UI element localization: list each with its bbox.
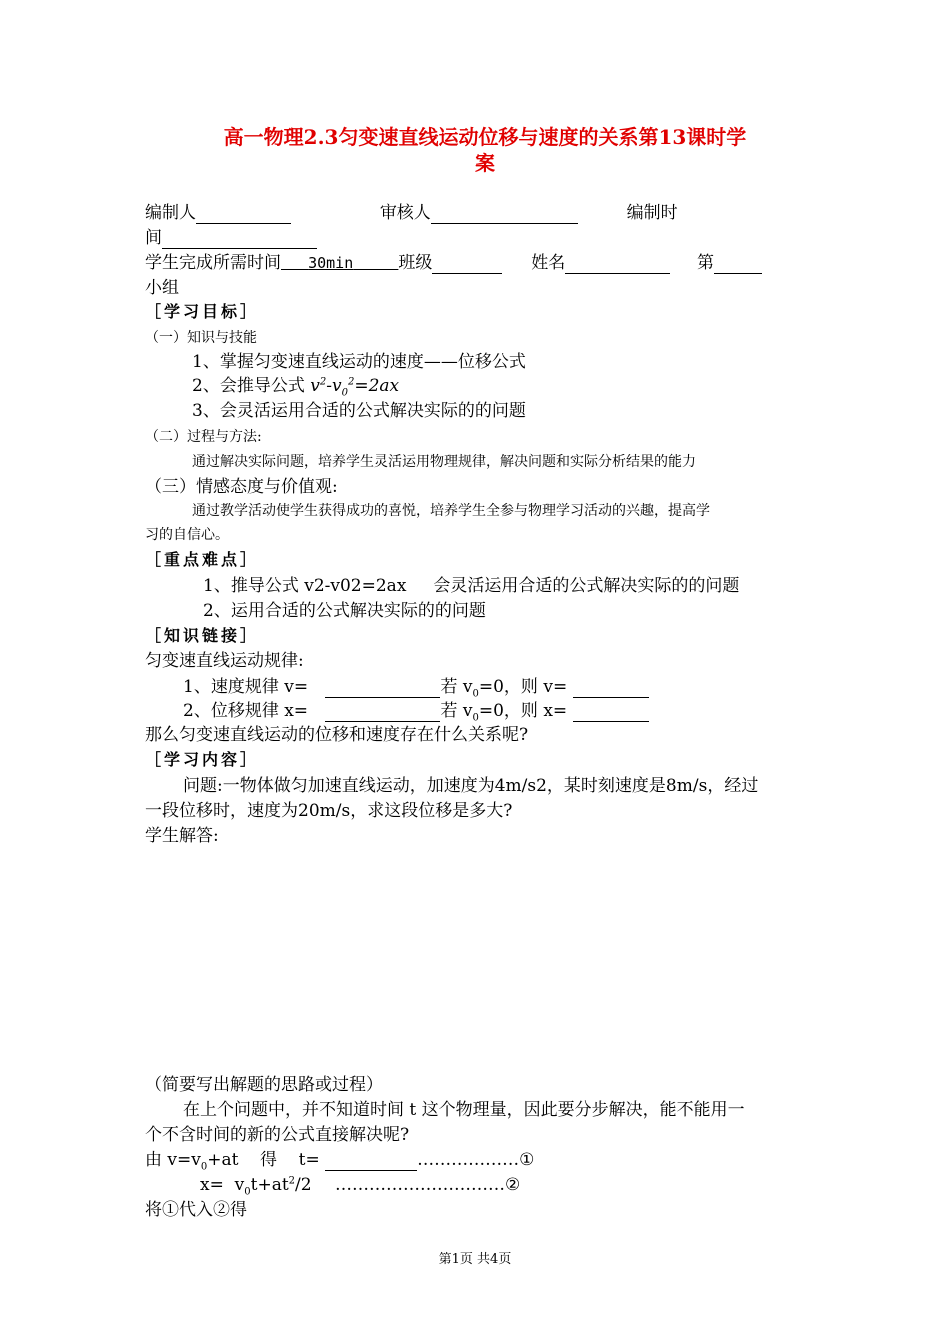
goal-item-3: 3、会灵活运用合适的公式解决实际的的问题 xyxy=(192,401,526,421)
duration-value: 30min xyxy=(308,254,354,272)
class-label: 班级 xyxy=(398,253,433,273)
header-row-1 xyxy=(145,202,678,224)
eq2-dots: …………………………② xyxy=(335,1175,521,1195)
eq1-blank[interactable] xyxy=(325,1152,417,1171)
key-point-1: 1、推导公式 v2-v02=2ax 会灵活运用合适的公式解决实际的的问题 xyxy=(203,576,740,596)
compile-time-blank[interactable] xyxy=(162,230,317,249)
if-v0-label-2: 若 v xyxy=(440,701,473,721)
content-heading: ［学习内容］ xyxy=(145,750,260,769)
eq2-mid: t+at xyxy=(250,1175,289,1195)
key-points-heading: ［重点难点］ xyxy=(145,550,260,569)
document-title-line-2: 案 xyxy=(475,151,495,175)
goal-item-2-text: 2、会推导公式 xyxy=(192,376,305,396)
group-label: 第 xyxy=(697,253,715,273)
class-blank[interactable] xyxy=(432,255,502,274)
knowledge-intro: 匀变速直线运动规律: xyxy=(145,651,304,671)
process-text: 通过解决实际问题，培养学生灵活运用物理规律，解决问题和实际分析结果的能力 xyxy=(192,454,696,470)
goals-heading: ［学习目标］ xyxy=(145,302,260,321)
emotion-text-1: 通过教学活动使学生获得成功的喜悦，培养学生全参与物理学习活动的兴趣，提高学 xyxy=(192,503,710,519)
then-x-label: =0，则 x= xyxy=(478,701,568,721)
speed-rule-row: 1、速度规律 v= 若 $v_0=0$，则 v= xyxy=(183,676,649,698)
goals-sub-knowledge: （一）知识与技能 xyxy=(145,330,257,346)
problem-line-1: 问题:一物体做匀加速直线运动，加速度为4m/s2，某时刻速度是8m/s，经过 xyxy=(183,776,759,796)
problem-line-2: 一段位移时，速度为20m/s，求这段位移是多大? xyxy=(145,801,513,821)
disp-rule-special-blank[interactable] xyxy=(573,703,649,722)
then-v-label: =0，则 v= xyxy=(478,677,568,697)
goals-sub-process: （二）过程与方法: xyxy=(145,429,262,445)
key-point-2: 2、运用合适的公式解决实际的的问题 xyxy=(203,601,486,621)
equation-2: $x= v_0t+at^2/2$ …………………………② xyxy=(200,1175,521,1198)
formula-v2-v02-2ax: $v^2-v_0^2=2ax$ xyxy=(310,376,400,399)
eq2-suffix: /2 xyxy=(295,1175,312,1195)
eq1-prefix: 由 v=v xyxy=(145,1150,201,1170)
eq2-prefix: x= v xyxy=(200,1175,245,1195)
disp-rule-label: 2、位移规律 x= xyxy=(183,701,309,721)
page-footer: 第1页 共4页 xyxy=(438,1252,512,1267)
speed-rule-label: 1、速度规律 v= xyxy=(183,677,309,697)
reviewer-blank[interactable] xyxy=(431,205,578,224)
disp-rule-blank[interactable] xyxy=(325,703,440,722)
compile-time-label: 编制时 xyxy=(626,203,678,223)
document-title-line-1: 高一物理2.3匀变速直线运动位移与速度的关系第13课时学 xyxy=(223,125,747,149)
goals-sub-emotion: （三）情感态度与价值观: xyxy=(145,477,338,497)
name-label: 姓名 xyxy=(531,253,566,273)
disp-rule-row: 2、位移规律 x= 若 $v_0=0$，则 x= xyxy=(183,700,649,722)
hint-text: （简要写出解题的思路或过程） xyxy=(145,1075,383,1095)
goal-item-1: 1、掌握匀变速直线运动的速度——位移公式 xyxy=(192,352,526,372)
editor-blank[interactable] xyxy=(196,205,291,224)
header-row-2 xyxy=(145,227,317,249)
emotion-text-2: 习的自信心。 xyxy=(145,527,229,543)
paragraph-line-2: 个不含时间的新的公式直接解决呢? xyxy=(145,1125,410,1145)
student-answer-label: 学生解答: xyxy=(145,826,219,846)
editor-label: 编制人 xyxy=(145,203,196,223)
compile-time-label-cont: 间 xyxy=(145,228,162,248)
if-v0-label: 若 v xyxy=(440,677,473,697)
paragraph-line-1: 在上个问题中，并不知道时间 t 这个物理量，因此要分步解决，能不能用一 xyxy=(183,1100,745,1120)
equation-1: 由 $v=v_0+at$ 得 t= ………………① xyxy=(145,1150,535,1173)
speed-rule-blank[interactable] xyxy=(325,679,440,698)
name-blank[interactable] xyxy=(565,255,670,274)
reviewer-label: 审核人 xyxy=(379,203,431,223)
knowledge-heading: ［知识链接］ xyxy=(145,626,260,645)
knowledge-question: 那么匀变速直线运动的位移和速度存在什么关系呢? xyxy=(145,725,529,745)
header-row-3 xyxy=(145,252,762,274)
duration-label: 学生完成所需时间 xyxy=(145,253,281,273)
substitute-text: 将①代入②得 xyxy=(145,1200,247,1220)
eq1-dots: ………………① xyxy=(417,1150,535,1170)
speed-rule-special-blank[interactable] xyxy=(573,679,649,698)
group-label-cont: 小组 xyxy=(145,278,179,298)
group-blank[interactable] xyxy=(714,255,762,274)
eq1-mid: +at 得 t= xyxy=(207,1150,320,1170)
goal-item-2 xyxy=(192,375,399,397)
